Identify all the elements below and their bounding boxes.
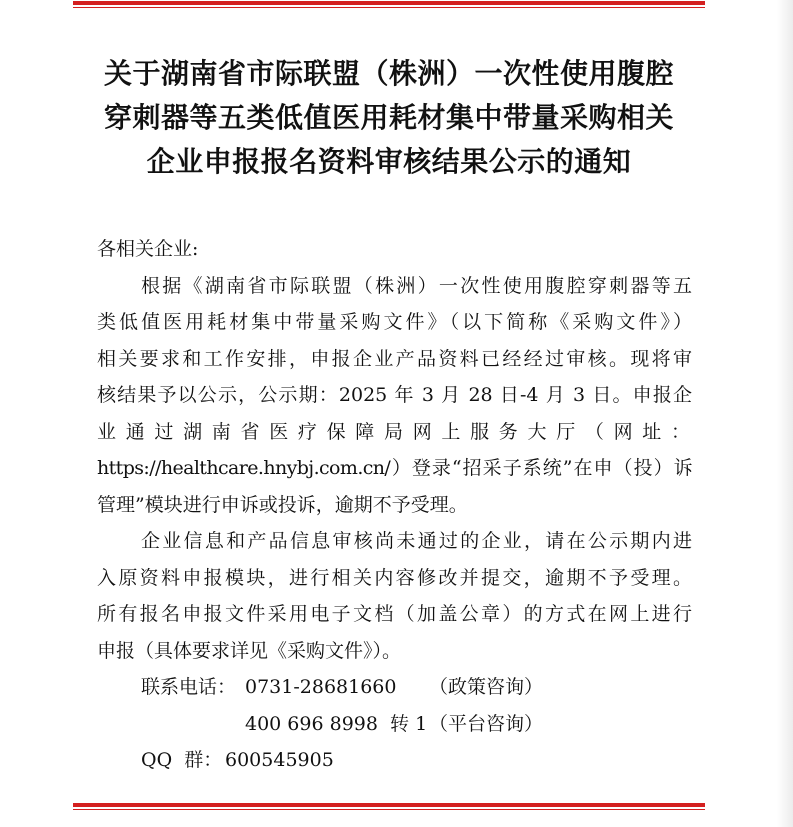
page-edge-shadow — [777, 0, 793, 827]
salutation: 各相关企业: — [97, 238, 199, 260]
contact-row-platform — [97, 706, 692, 743]
paragraph-1 — [97, 268, 692, 524]
paragraph-line: 入原资料申报模块，进行相关内容修改并提交，逾期不予受理。 — [97, 566, 692, 589]
paragraph-2 — [97, 523, 692, 669]
bottom-rule-thin — [73, 809, 705, 810]
title-line: 穿刺器等五类低值医用耗材集中带量采购相关 — [103, 101, 674, 134]
paragraph-line: 管理”模块进行申诉或投诉，逾期不予受理。 — [97, 493, 468, 516]
platform-phone-note: （平台咨询） — [429, 712, 544, 735]
bottom-rule-thick — [73, 803, 705, 807]
paragraph-line: 企业信息和产品信息审核尚未通过的企业，请在公示期内进 — [141, 530, 692, 552]
paragraph-line: 相关要求和工作安排，申报企业产品资料已经经过审核。现将审 — [97, 347, 692, 370]
contact-row-qq — [97, 742, 692, 779]
website-url-line: https://healthcare.hnybj.com.cn/）登录“招采子系统”在申（投）诉 — [97, 457, 692, 479]
policy-phone-note: （政策咨询） — [429, 676, 544, 698]
notice-title — [78, 52, 700, 184]
top-rule-thin — [73, 7, 705, 8]
bottom-red-rule — [73, 803, 705, 810]
qq-label: QQ 群： — [141, 749, 223, 771]
contact-block — [97, 669, 692, 779]
title-line: 关于湖南省市际联盟（株洲）一次性使用腹腔 — [103, 57, 674, 90]
top-red-rule — [73, 1, 705, 8]
paragraph-line: 根据《湖南省市际联盟（株洲）一次性使用腹腔穿刺器等五 — [141, 274, 692, 297]
paragraph-line: 业通过湖南省医疗保障局网上服务大厅（网址： — [97, 420, 692, 443]
paragraph-line: 类低值医用耗材集中带量采购文件》（以下简称《采购文件》） — [97, 311, 692, 333]
title-line: 企业申报报名资料审核结果公示的通知 — [146, 145, 632, 178]
paragraph-line: 所有报名申报文件采用电子文档（加盖公章）的方式在网上进行 — [97, 603, 692, 625]
top-rule-thick — [73, 1, 705, 5]
policy-phone: 0731-28681660 — [245, 676, 397, 698]
paragraph-line: 申报（具体要求详见《采购文件》）。 — [97, 639, 402, 662]
notice-body — [97, 231, 692, 779]
qq-number: 600545905 — [225, 749, 334, 771]
phone-label: 联系电话： — [141, 676, 237, 698]
contact-row-policy — [97, 669, 692, 706]
paragraph-line: 核结果予以公示，公示期：2025 年 3 月 28 日-4 月 3 日。申报企 — [97, 384, 692, 406]
platform-phone: 400 696 8998 转 1 — [245, 712, 428, 735]
